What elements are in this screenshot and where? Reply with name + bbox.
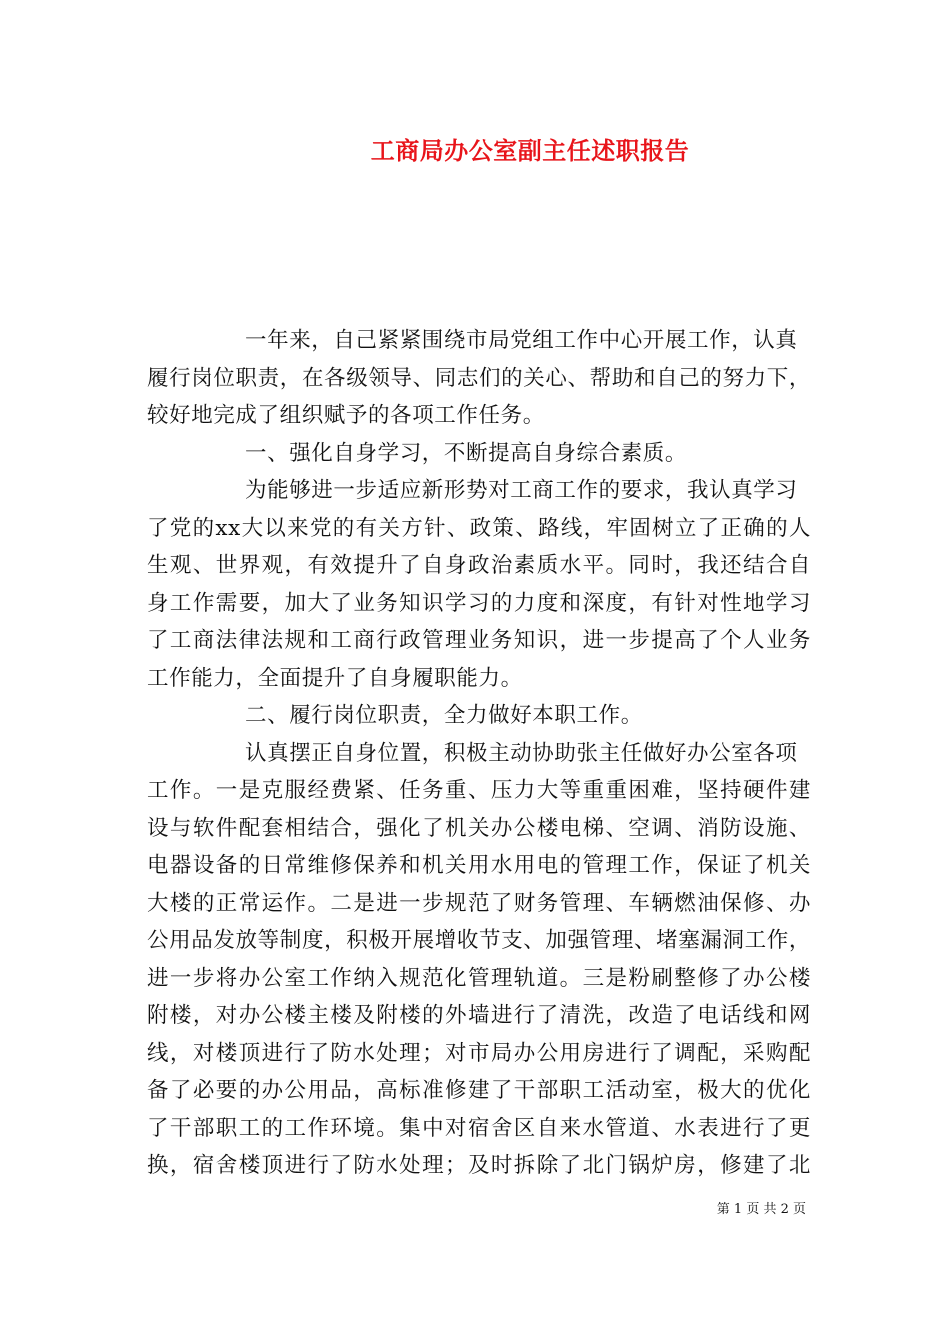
paragraph-line: 设与软件配套相结合，强化了机关办公楼电梯、空调、消防设施、: [147, 815, 811, 841]
paragraph-line: 履行岗位职责，在各级领导、同志们的关心、帮助和自己的努力下，: [147, 365, 811, 391]
paragraph-line: 为能够进一步适应新形势对工商工作的要求，我认真学习: [245, 478, 798, 503]
paragraph-line: 了干部职工的工作环境。集中对宿舍区自来水管道、水表进行了更: [147, 1115, 811, 1141]
section-heading: 二、履行岗位职责，全力做好本职工作。: [245, 703, 643, 728]
paragraph-line: 生观、世界观，有效提升了自身政治素质水平。同时，我还结合自: [147, 553, 811, 578]
paragraph-line: 认真摆正自身位置，积极主动协助张主任做好办公室各项: [245, 740, 798, 766]
paragraph-line: 附楼，对办公楼主楼及附楼的外墙进行了清洗，改造了电话线和网: [147, 1003, 811, 1028]
paragraph-line: 进一步将办公室工作纳入规范化管理轨道。三是粉刷整修了办公楼: [147, 965, 811, 991]
paragraph-line: 较好地完成了组织赋予的各项工作任务。: [147, 403, 545, 428]
section-heading: 一、强化自身学习，不断提高自身综合素质。: [245, 440, 688, 466]
paragraph-line: 工作。一是克服经费紧、任务重、压力大等重重困难，坚持硬件建: [147, 778, 811, 803]
paragraph-line: 身工作需要，加大了业务知识学习的力度和深度，有针对性地学习: [147, 590, 811, 616]
paragraph-line: 备了必要的办公用品，高标准修建了干部职工活动室，极大的优化: [147, 1078, 811, 1103]
document-title: 工商局办公室副主任述职报告: [370, 136, 690, 165]
paragraph-line: 一年来，自己紧紧围绕市局党组工作中心开展工作，认真: [245, 328, 798, 353]
paragraph-line: 工作能力，全面提升了自身履职能力。: [147, 665, 523, 691]
paragraph-line: 了党的xx大以来党的有关方针、政策、路线，牢固树立了正确的人: [147, 515, 811, 541]
paragraph-line: 电器设备的日常维修保养和机关用水用电的管理工作，保证了机关: [147, 853, 811, 878]
page-number-footer: 第 1 页 共 2 页: [716, 1202, 806, 1217]
paragraph-line: 了工商法律法规和工商行政管理业务知识，进一步提高了个人业务: [147, 628, 811, 653]
paragraph-line: 大楼的正常运作。二是进一步规范了财务管理、车辆燃油保修、办: [147, 890, 811, 916]
paragraph-line: 换，宿舍楼顶进行了防水处理；及时拆除了北门锅炉房，修建了北: [147, 1153, 811, 1178]
paragraph-line: 线，对楼顶进行了防水处理；对市局办公用房进行了调配，采购配: [147, 1040, 811, 1066]
document-body: [147, 322, 811, 1185]
paragraph-line: 公用品发放等制度，积极开展增收节支、加强管理、堵塞漏洞工作，: [147, 928, 811, 953]
